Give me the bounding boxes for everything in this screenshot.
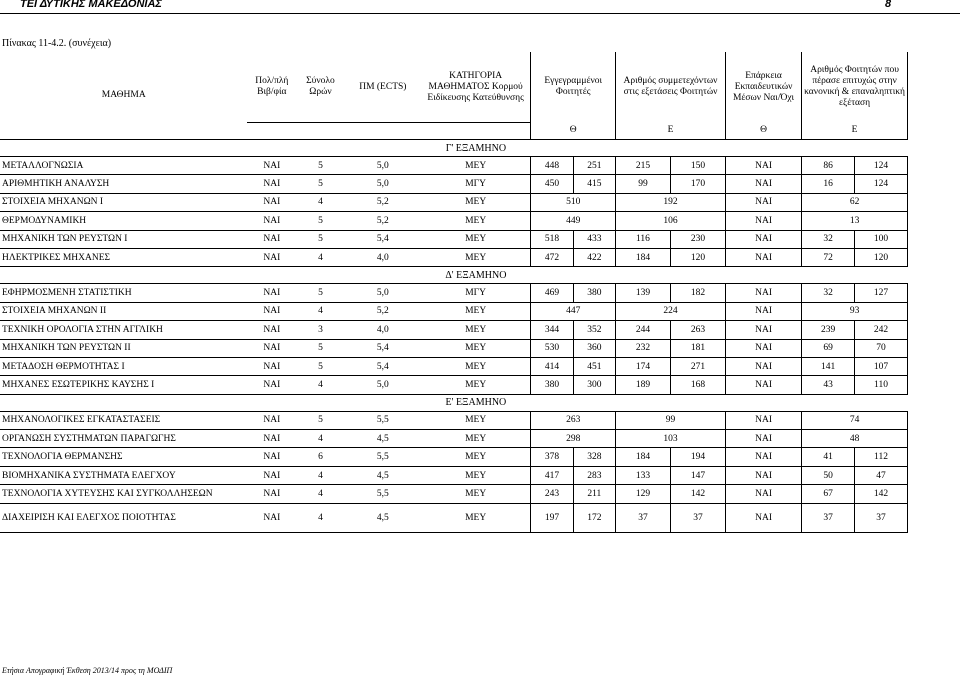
category-cell: ΜΕΥ xyxy=(421,321,531,339)
semester-spacer xyxy=(0,267,421,284)
ects-cell: 4,0 xyxy=(345,321,421,339)
participants-theta-cell: 215 xyxy=(616,157,671,175)
enrolled-epsilon-cell: 422 xyxy=(573,248,615,266)
enrolled-theta-cell: 344 xyxy=(531,321,573,339)
ects-cell: 5,0 xyxy=(345,376,421,394)
semester-title: Ε' ΕΞΑΜΗΝΟ xyxy=(421,394,531,411)
enrolled-epsilon-cell: 352 xyxy=(573,321,615,339)
course-name: ΜΗΧΑΝΙΚΗ ΤΩΝ ΡΕΥΣΤΩΝ Ι xyxy=(0,230,247,248)
passed-epsilon-cell: 124 xyxy=(855,175,908,193)
participants-epsilon-cell: 182 xyxy=(670,284,725,302)
passed-cell: 74 xyxy=(802,411,908,429)
ects-cell: 5,5 xyxy=(345,485,421,503)
ects-cell: 5,4 xyxy=(345,339,421,357)
enrolled-theta-cell: 197 xyxy=(531,503,573,532)
enrolled-theta-cell: 472 xyxy=(531,248,573,266)
category-cell: ΜΕΥ xyxy=(421,339,531,357)
participants-epsilon-cell: 37 xyxy=(670,503,725,532)
header-divider xyxy=(0,13,960,14)
hours-cell: 5 xyxy=(296,339,345,357)
enrolled-theta-cell: 417 xyxy=(531,466,573,484)
table-row xyxy=(0,357,908,375)
participants-epsilon-cell: 168 xyxy=(670,376,725,394)
page-number: 8 xyxy=(885,0,892,10)
participants-theta-cell: 99 xyxy=(616,175,671,193)
table-row xyxy=(0,339,908,357)
hours-cell: 5 xyxy=(296,175,345,193)
passed-epsilon-cell: 112 xyxy=(855,448,908,466)
semester-spacer xyxy=(0,394,421,411)
col-course: ΜΑΘΗΜΑ xyxy=(0,52,247,140)
category-cell: ΜΕΥ xyxy=(421,302,531,320)
category-cell: ΜΕΥ xyxy=(421,230,531,248)
category-cell: ΜΓΥ xyxy=(421,284,531,302)
enrolled-cell: 510 xyxy=(531,193,616,211)
enrolled-theta-cell: 378 xyxy=(531,448,573,466)
hours-cell: 5 xyxy=(296,284,345,302)
course-name: ΤΕΧΝΟΛΟΓΙΑ ΧΥΤΕΥΣΗΣ ΚΑΙ ΣΥΓΚΟΛΛΗΣΕΩΝ xyxy=(0,485,247,503)
sub-epsilon-participants: Ε xyxy=(616,123,726,140)
passed-epsilon-cell: 100 xyxy=(855,230,908,248)
passed-theta-cell: 32 xyxy=(802,284,855,302)
header-row xyxy=(0,52,908,123)
semester-row xyxy=(0,140,908,157)
passed-theta-cell: 32 xyxy=(802,230,855,248)
participants-epsilon-cell: 147 xyxy=(670,466,725,484)
participants-epsilon-cell: 120 xyxy=(670,248,725,266)
hours-cell: 5 xyxy=(296,157,345,175)
category-cell: ΜΕΥ xyxy=(421,485,531,503)
elective-cell: ΝΑΙ xyxy=(247,284,296,302)
col-ects: ΠΜ (ECTS) xyxy=(345,52,421,123)
course-name: ΣΤΟΙΧΕΙΑ ΜΗΧΑΝΩΝ ΙΙ xyxy=(0,302,247,320)
course-name: ΤΕΧΝΙΚΗ ΟΡΟΛΟΓΙΑ ΣΤΗΝ ΑΓΓΛΙΚΗ xyxy=(0,321,247,339)
institution-name: ΤΕΙ ΔΥΤΙΚΗΣ ΜΑΚΕΔΟΝΙΑΣ xyxy=(20,0,162,10)
courses-table xyxy=(0,52,908,533)
course-name: ΜΗΧΑΝΟΛΟΓΙΚΕΣ ΕΓΚΑΤΑΣΤΑΣΕΙΣ xyxy=(0,411,247,429)
category-cell: ΜΕΥ xyxy=(421,411,531,429)
enrolled-epsilon-cell: 451 xyxy=(573,357,615,375)
hours-cell: 5 xyxy=(296,357,345,375)
passed-cell: 48 xyxy=(802,430,908,448)
course-name: ΜΕΤΑΛΛΟΓΝΩΣΙΑ xyxy=(0,157,247,175)
passed-epsilon-cell: 142 xyxy=(855,485,908,503)
table-row xyxy=(0,321,908,339)
ects-cell: 5,2 xyxy=(345,212,421,230)
av-means-cell: ΝΑΙ xyxy=(725,212,801,230)
av-means-cell: ΝΑΙ xyxy=(725,230,801,248)
col-enrolled: Εγγεγραμμένοι Φοιτητές xyxy=(531,52,616,123)
table-row xyxy=(0,448,908,466)
ects-cell: 5,0 xyxy=(345,284,421,302)
passed-theta-cell: 37 xyxy=(802,503,855,532)
category-cell: ΜΕΥ xyxy=(421,248,531,266)
enrolled-theta-cell: 530 xyxy=(531,339,573,357)
av-means-cell: ΝΑΙ xyxy=(725,248,801,266)
participants-theta-cell: 184 xyxy=(616,448,671,466)
av-means-cell: ΝΑΙ xyxy=(725,175,801,193)
elective-cell: ΝΑΙ xyxy=(247,302,296,320)
table-row xyxy=(0,376,908,394)
table-caption: Πίνακας 11-4.2. (συνέχεια) xyxy=(2,38,112,49)
hours-cell: 4 xyxy=(296,302,345,320)
hours-cell: 5 xyxy=(296,411,345,429)
passed-cell: 62 xyxy=(802,193,908,211)
hours-cell: 3 xyxy=(296,321,345,339)
table-row xyxy=(0,284,908,302)
ects-cell: 5,4 xyxy=(345,230,421,248)
semester-spacer xyxy=(531,394,908,411)
enrolled-theta-cell: 380 xyxy=(531,376,573,394)
av-means-cell: ΝΑΙ xyxy=(725,448,801,466)
category-cell: ΜΓΥ xyxy=(421,175,531,193)
table-row xyxy=(0,193,908,211)
enrolled-epsilon-cell: 172 xyxy=(573,503,615,532)
elective-cell: ΝΑΙ xyxy=(247,411,296,429)
passed-epsilon-cell: 47 xyxy=(855,466,908,484)
table-row xyxy=(0,175,908,193)
hours-cell: 4 xyxy=(296,248,345,266)
participants-theta-cell: 174 xyxy=(616,357,671,375)
passed-cell: 13 xyxy=(802,212,908,230)
participants-theta-cell: 189 xyxy=(616,376,671,394)
course-name: ΕΦΗΡΜΟΣΜΕΝΗ ΣΤΑΤΙΣΤΙΚΗ xyxy=(0,284,247,302)
table-row xyxy=(0,248,908,266)
enrolled-epsilon-cell: 300 xyxy=(573,376,615,394)
participants-theta-cell: 116 xyxy=(616,230,671,248)
passed-epsilon-cell: 124 xyxy=(855,157,908,175)
enrolled-epsilon-cell: 433 xyxy=(573,230,615,248)
participants-cell: 99 xyxy=(616,411,726,429)
participants-epsilon-cell: 181 xyxy=(670,339,725,357)
semester-title: Γ' ΕΞΑΜΗΝΟ xyxy=(421,140,531,157)
course-name: ΒΙΟΜΗΧΑΝΙΚΑ ΣΥΣΤΗΜΑΤΑ ΕΛΕΓΧΟΥ xyxy=(0,466,247,484)
participants-epsilon-cell: 230 xyxy=(670,230,725,248)
av-means-cell: ΝΑΙ xyxy=(725,193,801,211)
participants-theta-cell: 184 xyxy=(616,248,671,266)
hours-cell: 4 xyxy=(296,485,345,503)
table-row xyxy=(0,503,908,532)
passed-epsilon-cell: 37 xyxy=(855,503,908,532)
enrolled-cell: 263 xyxy=(531,411,616,429)
passed-theta-cell: 72 xyxy=(802,248,855,266)
participants-cell: 192 xyxy=(616,193,726,211)
ects-cell: 4,5 xyxy=(345,466,421,484)
passed-theta-cell: 43 xyxy=(802,376,855,394)
av-means-cell: ΝΑΙ xyxy=(725,411,801,429)
enrolled-epsilon-cell: 415 xyxy=(573,175,615,193)
table-row xyxy=(0,212,908,230)
av-means-cell: ΝΑΙ xyxy=(725,302,801,320)
passed-theta-cell: 16 xyxy=(802,175,855,193)
semester-row xyxy=(0,394,908,411)
elective-cell: ΝΑΙ xyxy=(247,157,296,175)
elective-cell: ΝΑΙ xyxy=(247,339,296,357)
participants-cell: 103 xyxy=(616,430,726,448)
enrolled-epsilon-cell: 380 xyxy=(573,284,615,302)
passed-theta-cell: 86 xyxy=(802,157,855,175)
hours-cell: 6 xyxy=(296,448,345,466)
participants-epsilon-cell: 271 xyxy=(670,357,725,375)
passed-theta-cell: 239 xyxy=(802,321,855,339)
participants-theta-cell: 129 xyxy=(616,485,671,503)
category-cell: ΜΕΥ xyxy=(421,193,531,211)
col-hours: Σύνολο Ωρών xyxy=(296,52,345,123)
ects-cell: 4,5 xyxy=(345,503,421,532)
participants-theta-cell: 244 xyxy=(616,321,671,339)
ects-cell: 5,5 xyxy=(345,448,421,466)
col-participants: Αριθμός συμμετεχόντων στις εξετάσεις Φοιτητών xyxy=(616,52,726,123)
hours-cell: 4 xyxy=(296,466,345,484)
elective-cell: ΝΑΙ xyxy=(247,376,296,394)
enrolled-cell: 449 xyxy=(531,212,616,230)
sub-epsilon-passed: Ε xyxy=(802,123,908,140)
table-row xyxy=(0,485,908,503)
av-means-cell: ΝΑΙ xyxy=(725,503,801,532)
page-footer: Ετήσια Απογραφική Έκθεση 2013/14 προς τη ΜΟΔΙΠ xyxy=(2,666,173,675)
course-name: ΤΕΧΝΟΛΟΓΙΑ ΘΕΡΜΑΝΣΗΣ xyxy=(0,448,247,466)
passed-epsilon-cell: 110 xyxy=(855,376,908,394)
course-name: ΔΙΑΧΕΙΡΙΣΗ ΚΑΙ ΕΛΕΓΧΟΣ ΠΟΙΟΤΗΤΑΣ xyxy=(0,503,247,532)
av-means-cell: ΝΑΙ xyxy=(725,485,801,503)
ects-cell: 4,5 xyxy=(345,430,421,448)
participants-theta-cell: 133 xyxy=(616,466,671,484)
table-row xyxy=(0,430,908,448)
elective-cell: ΝΑΙ xyxy=(247,212,296,230)
table-row xyxy=(0,466,908,484)
course-name: ΜΗΧΑΝΙΚΗ ΤΩΝ ΡΕΥΣΤΩΝ ΙΙ xyxy=(0,339,247,357)
col-passed: Αριθμός Φοιτητών που πέρασε επιτυχώς στην κανονική & επαναληπτική εξέταση xyxy=(802,52,908,123)
ects-cell: 5,2 xyxy=(345,302,421,320)
col-category: ΚΑΤΗΓΟΡΙΑ ΜΑΘΗΜΑΤΟΣ Κορμού Ειδίκευσης Κατεύθυνσης xyxy=(421,52,531,123)
hours-cell: 4 xyxy=(296,376,345,394)
category-cell: ΜΕΥ xyxy=(421,357,531,375)
elective-cell: ΝΑΙ xyxy=(247,175,296,193)
course-name: ΑΡΙΘΜΗΤΙΚΗ ΑΝΑΛΥΣΗ xyxy=(0,175,247,193)
table-row xyxy=(0,230,908,248)
table-row xyxy=(0,157,908,175)
participants-theta-cell: 139 xyxy=(616,284,671,302)
elective-cell: ΝΑΙ xyxy=(247,466,296,484)
participants-theta-cell: 37 xyxy=(616,503,671,532)
course-name: ΜΗΧΑΝΕΣ ΕΣΩΤΕΡΙΚΗΣ ΚΑΥΣΗΣ Ι xyxy=(0,376,247,394)
course-name: ΜΕΤΑΔΟΣΗ ΘΕΡΜΟΤΗΤΑΣ Ι xyxy=(0,357,247,375)
enrolled-theta-cell: 518 xyxy=(531,230,573,248)
hours-cell: 4 xyxy=(296,430,345,448)
av-means-cell: ΝΑΙ xyxy=(725,321,801,339)
participants-theta-cell: 232 xyxy=(616,339,671,357)
semester-title: Δ' ΕΞΑΜΗΝΟ xyxy=(421,267,531,284)
enrolled-theta-cell: 243 xyxy=(531,485,573,503)
enrolled-epsilon-cell: 251 xyxy=(573,157,615,175)
col-av-means: Επάρκεια Εκπαιδευτικών Μέσων Ναι/Όχι xyxy=(725,52,801,123)
participants-epsilon-cell: 263 xyxy=(670,321,725,339)
passed-theta-cell: 69 xyxy=(802,339,855,357)
table-row xyxy=(0,302,908,320)
av-means-cell: ΝΑΙ xyxy=(725,339,801,357)
passed-cell: 93 xyxy=(802,302,908,320)
passed-theta-cell: 50 xyxy=(802,466,855,484)
semester-spacer xyxy=(531,140,908,157)
sub-theta-enrolled: Θ xyxy=(531,123,616,140)
ects-cell: 5,0 xyxy=(345,157,421,175)
ects-cell: 5,0 xyxy=(345,175,421,193)
hours-cell: 4 xyxy=(296,503,345,532)
elective-cell: ΝΑΙ xyxy=(247,485,296,503)
hours-cell: 5 xyxy=(296,230,345,248)
category-cell: ΜΕΥ xyxy=(421,430,531,448)
elective-cell: ΝΑΙ xyxy=(247,321,296,339)
enrolled-epsilon-cell: 360 xyxy=(573,339,615,357)
av-means-cell: ΝΑΙ xyxy=(725,376,801,394)
elective-cell: ΝΑΙ xyxy=(247,357,296,375)
elective-cell: ΝΑΙ xyxy=(247,430,296,448)
category-cell: ΜΕΥ xyxy=(421,212,531,230)
av-means-cell: ΝΑΙ xyxy=(725,430,801,448)
enrolled-theta-cell: 448 xyxy=(531,157,573,175)
enrolled-cell: 298 xyxy=(531,430,616,448)
participants-epsilon-cell: 142 xyxy=(670,485,725,503)
page-header xyxy=(0,0,960,14)
passed-theta-cell: 41 xyxy=(802,448,855,466)
ects-cell: 5,4 xyxy=(345,357,421,375)
ects-cell: 4,0 xyxy=(345,248,421,266)
participants-epsilon-cell: 170 xyxy=(670,175,725,193)
course-name: ΘΕΡΜΟΔΥΝΑΜΙΚΗ xyxy=(0,212,247,230)
passed-epsilon-cell: 127 xyxy=(855,284,908,302)
course-name: ΣΤΟΙΧΕΙΑ ΜΗΧΑΝΩΝ Ι xyxy=(0,193,247,211)
course-name: ΟΡΓΑΝΩΣΗ ΣΥΣΤΗΜΑΤΩΝ ΠΑΡΑΓΩΓΗΣ xyxy=(0,430,247,448)
semester-spacer xyxy=(531,267,908,284)
hours-cell: 5 xyxy=(296,212,345,230)
enrolled-theta-cell: 414 xyxy=(531,357,573,375)
category-cell: ΜΕΥ xyxy=(421,376,531,394)
sub-theta-means: Θ xyxy=(725,123,801,140)
elective-cell: ΝΑΙ xyxy=(247,248,296,266)
category-cell: ΜΕΥ xyxy=(421,466,531,484)
passed-theta-cell: 141 xyxy=(802,357,855,375)
av-means-cell: ΝΑΙ xyxy=(725,357,801,375)
enrolled-epsilon-cell: 283 xyxy=(573,466,615,484)
passed-epsilon-cell: 107 xyxy=(855,357,908,375)
enrolled-theta-cell: 469 xyxy=(531,284,573,302)
participants-epsilon-cell: 194 xyxy=(670,448,725,466)
enrolled-epsilon-cell: 211 xyxy=(573,485,615,503)
participants-cell: 224 xyxy=(616,302,726,320)
table-row xyxy=(0,411,908,429)
ects-cell: 5,2 xyxy=(345,193,421,211)
elective-cell: ΝΑΙ xyxy=(247,193,296,211)
elective-cell: ΝΑΙ xyxy=(247,448,296,466)
participants-epsilon-cell: 150 xyxy=(670,157,725,175)
category-cell: ΜΕΥ xyxy=(421,503,531,532)
av-means-cell: ΝΑΙ xyxy=(725,466,801,484)
category-cell: ΜΕΥ xyxy=(421,157,531,175)
passed-epsilon-cell: 242 xyxy=(855,321,908,339)
av-means-cell: ΝΑΙ xyxy=(725,157,801,175)
ects-cell: 5,5 xyxy=(345,411,421,429)
semester-spacer xyxy=(0,140,421,157)
semester-row xyxy=(0,267,908,284)
hours-cell: 4 xyxy=(296,193,345,211)
enrolled-theta-cell: 450 xyxy=(531,175,573,193)
passed-epsilon-cell: 70 xyxy=(855,339,908,357)
col-elective: Πολ/πλή Βιβ/φία xyxy=(247,52,296,123)
course-name: ΗΛΕΚΤΡΙΚΕΣ ΜΗΧΑΝΕΣ xyxy=(0,248,247,266)
participants-cell: 106 xyxy=(616,212,726,230)
category-cell: ΜΕΥ xyxy=(421,448,531,466)
av-means-cell: ΝΑΙ xyxy=(725,284,801,302)
passed-theta-cell: 67 xyxy=(802,485,855,503)
elective-cell: ΝΑΙ xyxy=(247,503,296,532)
passed-epsilon-cell: 120 xyxy=(855,248,908,266)
enrolled-epsilon-cell: 328 xyxy=(573,448,615,466)
elective-cell: ΝΑΙ xyxy=(247,230,296,248)
enrolled-cell: 447 xyxy=(531,302,616,320)
